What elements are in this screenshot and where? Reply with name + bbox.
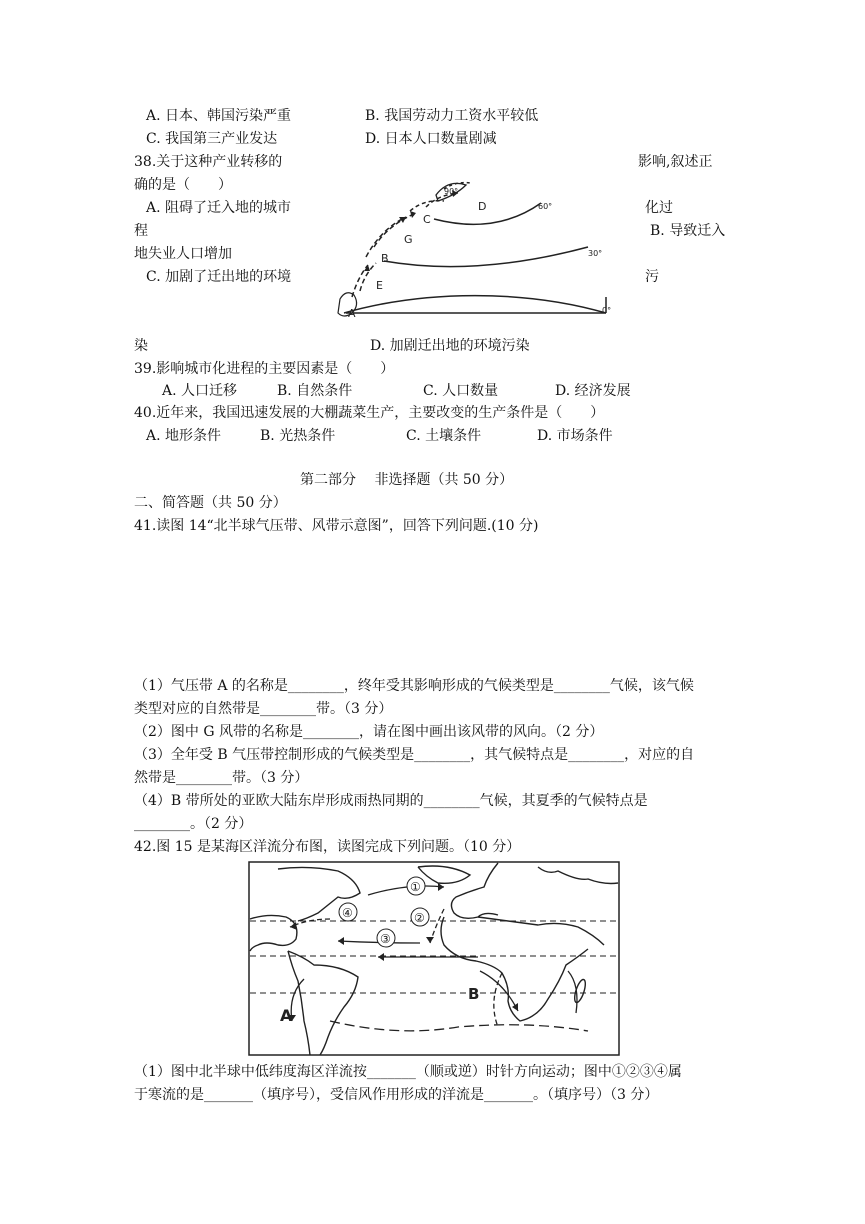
q37-option-c: C. 我国第三产业发达 (146, 131, 278, 147)
label-lat90: 90° (444, 187, 459, 196)
q42-stem: 42.图 15 是某海区洋流分布图，读图完成下列问题。（10 分） (134, 839, 521, 855)
q40-option-d: D. 市场条件 (537, 428, 613, 444)
label-current-2: ② (414, 911, 425, 925)
q38-option-d: D. 加剧迁出地的环境污染 (370, 338, 530, 354)
q40-option-b: B. 光热条件 (260, 428, 336, 444)
q41-part4-line2: ________。（2 分） (134, 816, 253, 832)
label-lat0: 0° (602, 306, 612, 315)
label-a: A (348, 307, 356, 320)
label-a: A (280, 1006, 293, 1025)
q40-stem: 40.近年来，我国迅速发展的大棚蔬菜生产，主要改变的生产条件是（ ） (134, 405, 605, 421)
q41-part3-line2: 然带是________带。（3 分） (134, 770, 309, 786)
label-current-3: ③ (380, 932, 391, 946)
q37-option-b: B. 我国劳动力工资水平较低 (365, 108, 539, 124)
label-g: G (404, 233, 413, 246)
q37-option-a: A. 日本、韩国污染严重 (146, 108, 292, 124)
q38-option-a-right: 化过 (645, 200, 673, 216)
q38-stem-right: 影响,叙述正 (638, 154, 713, 170)
label-current-4: ④ (342, 906, 353, 920)
label-c: C (423, 213, 431, 226)
q37-option-d: D. 日本人口数量剧减 (365, 131, 497, 147)
q42-part1-line1: （1）图中北半球中低纬度海区洋流按_______（顺或逆）时针方向运动；图中①②③④属 (134, 1064, 682, 1080)
q39-option-a: A. 人口迁移 (162, 383, 238, 399)
wind-arrows-westerly (366, 217, 406, 257)
q42-part1-line2: 于寒流的是_______（填序号），受信风作用形成的洋流是_______。（填序号）（3 分） (134, 1087, 659, 1103)
q41-part1-line1: （1）气压带 A 的名称是________，终年受其影响形成的气候类型是________气候，该气候 (134, 678, 694, 694)
label-d: D (478, 200, 487, 213)
q40-option-a: A. 地形条件 (146, 428, 222, 444)
q38-option-a-left: A. 阻碍了迁入地的城市 (146, 200, 292, 216)
part2-title: 第二部分 非选择题（共 50 分） (300, 472, 514, 488)
pressure-wind-belt-diagram (326, 177, 620, 327)
label-b: B (381, 252, 389, 265)
q39-option-d: D. 经济发展 (555, 383, 631, 399)
belt-60 (434, 203, 541, 224)
q41-part1-line2: 类型对应的自然带是________带。（3 分） (134, 701, 393, 717)
q38-stem-left: 38.关于这种产业转移的 (134, 154, 283, 170)
ocean-current-map (248, 861, 620, 1056)
label-e: E (376, 279, 383, 292)
label-lat30: 30° (588, 249, 603, 258)
q41-part3-line1: （3）全年受 B 气压带控制形成的气候类型是________，其气候特点是________，对应的自 (134, 747, 695, 763)
q41-part4-line1: （4）B 带所处的亚欧大陆东岸形成雨热同期的________气候，其夏季的气候特点是 (134, 793, 648, 809)
part2-section: 二、简答题（共 50 分） (134, 495, 287, 511)
label-current-1: ① (410, 880, 421, 894)
q38-stem-line2: 确的是（ ） (134, 177, 232, 193)
q39-option-b: B. 自然条件 (277, 383, 353, 399)
q38-option-c-cont: 染 (134, 338, 148, 354)
label-b: B (468, 985, 480, 1003)
q38-option-b: B. 导致迁入 (650, 223, 726, 239)
q38-option-c-left: C. 加剧了迁出地的环境 (146, 269, 292, 285)
label-lat60: 60° (538, 202, 553, 211)
q39-option-c: C. 人口数量 (423, 383, 499, 399)
q41-part2: （2）图中 G 风带的名称是________，请在图中画出该风带的风向。（2 分） (134, 724, 604, 740)
q38-option-a-cont: 程 (134, 223, 148, 239)
q39-stem: 39.影响城市化进程的主要因素是（ ） (134, 361, 395, 377)
q38-option-b-cont: 地失业人口增加 (134, 246, 232, 262)
q38-option-c-right: 污 (645, 269, 659, 285)
belt-30 (384, 247, 588, 267)
earth-outline (344, 296, 606, 313)
q41-stem: 41.读图 14“北半球气压带、风带示意图”，回答下列问题.(10 分) (134, 518, 539, 534)
q40-option-c: C. 土壤条件 (406, 428, 482, 444)
